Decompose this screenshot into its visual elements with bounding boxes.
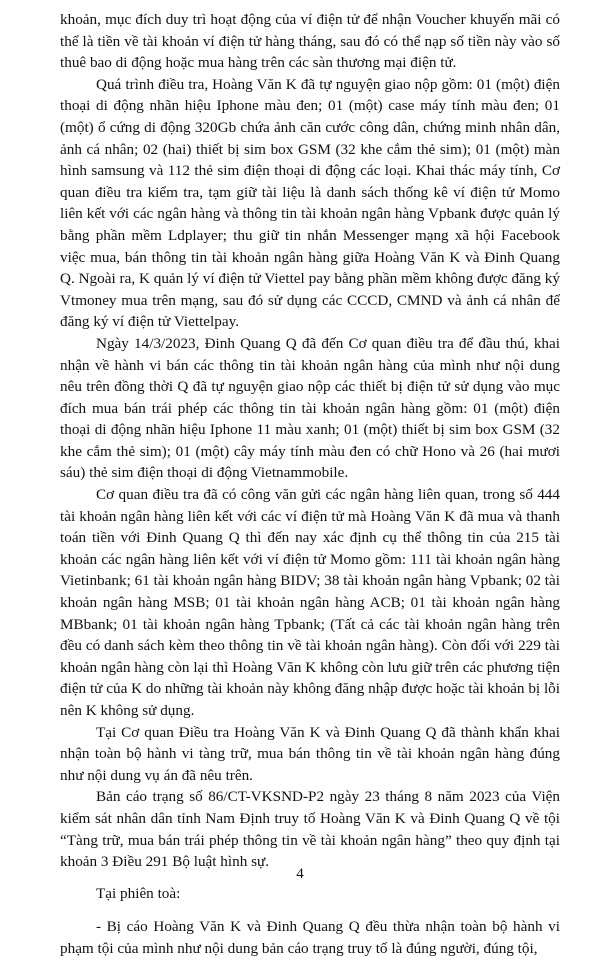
paragraph-evidence-k: Quá trình điều tra, Hoàng Văn K đã tự nguyện giao nộp gồm: 01 (một) điện thoại di động nhãn hiệu Iphone màu đen; 01 (một) case máy tính màu đen; 01 (một) ổ cứng di động 320Gb chứa ảnh căn cước công dân, chứng minh nhân dân, ảnh cá nhân; 02 (hai) thiết bị sim box GSM (32 khe cắm thẻ sim); 01 (một) màn hình samsung và 112 thẻ sim điện thoại di động các loại. Khai thác máy tính, Cơ quan điều tra kiểm tra, tạm giữ tài liệu là danh sách thống kê ví điện tử Momo liên kết với các ngân hàng và thông tin tài khoản ngân hàng Vpbank được quản lý bằng phần mềm Ldplayer; thu giữ tin nhắn Messenger mạng xã hội Facebook việc mua, bán thông tin tài khoản ngân hàng giữa Hoàng Văn K và Đinh Quang Q. Ngoài ra, K quản lý ví điện tử Viettel pay bằng phần mềm không được đăng ký Vtmoney mua trên mạng, sau đó sử dụng các CCCD, CMND và ảnh cá nhân để đăng ký ví điện tử Viettelpay. <box>60 75 560 331</box>
paragraph-confession: Tại Cơ quan Điều tra Hoàng Văn K và Đinh Quang Q đã thành khẩn khai nhận toàn bộ hành vi tàng trữ, mua bán thông tin về tài khoản ngân hàng đúng như nội dung vụ án đã nêu trên. <box>60 723 560 784</box>
paragraph-at-trial: Tại phiên toà: <box>96 884 181 902</box>
paragraph-bank-accounts: Cơ quan điều tra đã có công văn gửi các ngân hàng liên quan, trong số 444 tài khoản ngân hàng liên kết với các ví điện tử mà Hoàng Văn K đã mua và thanh toán tiền với Đinh Quang Q thì đến nay xác định cụ thể thông tin của 215 tài khoản các ngân hàng liên kết với ví điện tử Momo gồm: 111 tài khoản ngân hàng Vietinbank; 61 tài khoản ngân hàng BIDV; 38 tài khoản ngân hàng Vpbank; 02 tài khoản ngân hàng MSB; 01 tài khoản ngân hàng ACB; 01 tài khoản ngân hàng MBbank; 01 tài khoản ngân hàng Tpbank; (Tất cả các tài khoản ngân hàng trên đều có danh sách kèm theo thông tin về tài khoản ngân hàng). Còn đối với 229 tài khoản ngân hàng còn lại thì Hoàng Văn K không còn lưu giữ trên các phương tiện điện tử của K do những tài khoản này không đăng nhập được hoặc tài khoản bị lỗi nên K không sử dụng. <box>60 486 560 719</box>
paragraph-surrender-q: Ngày 14/3/2023, Đinh Quang Q đã đến Cơ quan điều tra để đầu thú, khai nhận về hành vi bán các thông tin tài khoản ngân hàng của mình như nội dung nêu trên đồng thời Q đã tự nguyện giao nộp các thiết bị điện tử sử dụng vào mục đích mua bán trái phép các thông tin tài khoản ngân hàng gồm: 01 (một) điện thoại di động nhãn hiệu Iphone 11 màu xanh; 01 (một) thiết bị sim box GSM (32 khe cắm thẻ sim); 01 (một) cây máy tính màu đen có chữ Hono và 26 (hai mươi sáu) thẻ sim điện thoại di động Vietnammobile. <box>60 334 560 482</box>
paragraph-defendants-admit: - Bị cáo Hoàng Văn K và Đinh Quang Q đều thừa nhận toàn bộ hành vi phạm tội của mình như nội dung bản cáo trạng truy tố là đúng người, đúng tội, <box>60 918 560 957</box>
paragraph-continuation: khoản, mục đích duy trì hoạt động của ví điện tử để nhận Voucher khuyến mãi có thể là tiền về tài khoản ví điện tử hàng tháng, sau đó có thể nạp số tiền này vào số thuê bao di động hoặc mua hàng trên các sàn thương mại điện tử. <box>60 11 560 72</box>
paragraph-indictment: Bản cáo trạng số 86/CT-VKSND-P2 ngày 23 tháng 8 năm 2023 của Viện kiểm sát nhân dân tỉnh Nam Định truy tố Hoàng Văn K và Đinh Quang Q về tội “Tàng trữ, mua bán trái phép thông tin về tài khoản ngân hàng” theo quy định tại khoản 3 Điều 291 Bộ luật hình sự. <box>60 788 560 871</box>
document-body <box>60 9 560 960</box>
page-number: 4 <box>296 866 304 882</box>
